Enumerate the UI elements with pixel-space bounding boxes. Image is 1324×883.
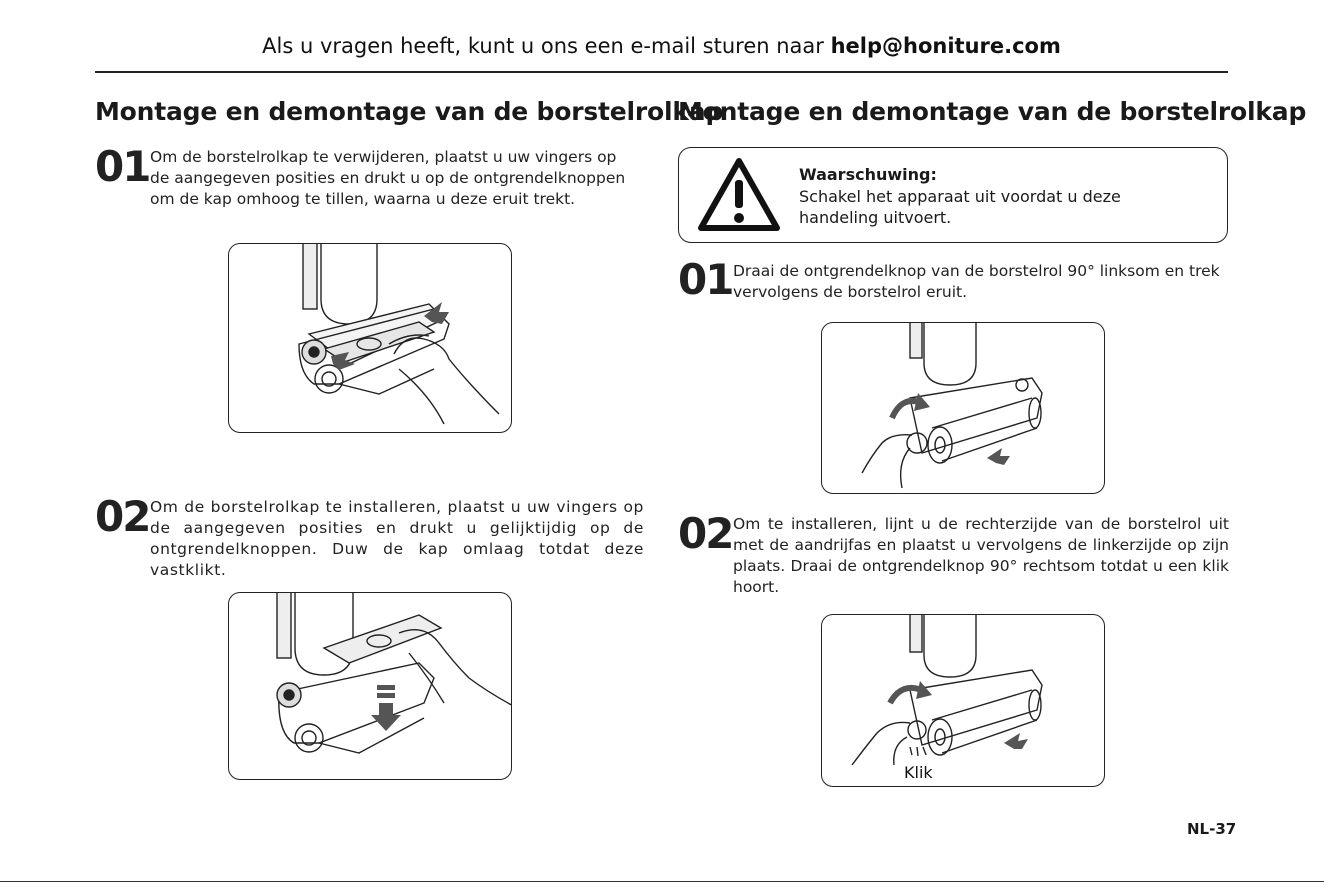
right-step-2-text: Om te installeren, lijnt u de rechterzijde van de borstelrol uit met de aandrijfas en plaatst u vervolgens de linkerzijde op zijn plaats. Draai de ontgrendelknop 90° rechtsom totdat u een klik hoort.	[733, 515, 1229, 596]
warning-box	[678, 147, 1228, 243]
header-rule	[95, 71, 1228, 73]
left-step-1-text: Om de borstelrolkap te verwijderen, plaatst u uw vingers op de aangegeven posities en drukt u op de ontgrendelknoppen om de kap omhoog te tillen, waarna u deze eruit trekt.	[150, 148, 626, 208]
warning-text: Schakel het apparaat uit voordat u deze handeling uitvoert.	[799, 187, 1121, 227]
right-step-2-number: 02	[678, 509, 733, 558]
page-header	[95, 34, 1228, 58]
left-section-title: Montage en demontage van de borstelrolkap	[95, 97, 724, 126]
left-step-1-number: 01	[95, 142, 150, 191]
warning-title: Waarschuwing:	[799, 165, 937, 184]
right-step-1-number: 01	[678, 255, 733, 304]
brush-roll-remove-illustration	[822, 323, 1105, 494]
klik-label: Klik	[904, 763, 933, 782]
page-number: NL-37	[1187, 820, 1237, 838]
left-step-1-figure	[228, 243, 512, 433]
right-step-1-text: Draai de ontgrendelknop van de borstelrol 90° linksom en trek vervolgens de borstelrol eruit.	[733, 262, 1220, 301]
left-step-2-figure	[228, 592, 512, 780]
header-email[interactable]: help@honiture.com	[830, 34, 1061, 58]
bottom-rule	[0, 881, 1324, 882]
vacuum-cover-install-illustration	[229, 593, 512, 780]
left-step-2-text: Om de borstelrolkap te installeren, plaatst u uw vingers op de aangegeven posities en drukt u gelijktijdig op de ontgrendelknoppen. Duw de kap omlaag totdat deze vastklikt.	[150, 498, 644, 579]
right-step-2-figure	[821, 614, 1105, 787]
right-step-1-figure	[821, 322, 1105, 494]
brush-roll-install-illustration	[822, 615, 1105, 787]
right-section-title: Montage en demontage van de borstelrolkap	[678, 97, 1307, 126]
header-text: Als u vragen heeft, kunt u ons een e-mail sturen naar	[262, 34, 831, 58]
warning-triangle-icon	[697, 156, 781, 234]
vacuum-cover-remove-illustration	[229, 244, 512, 433]
left-step-2-number: 02	[95, 492, 150, 541]
